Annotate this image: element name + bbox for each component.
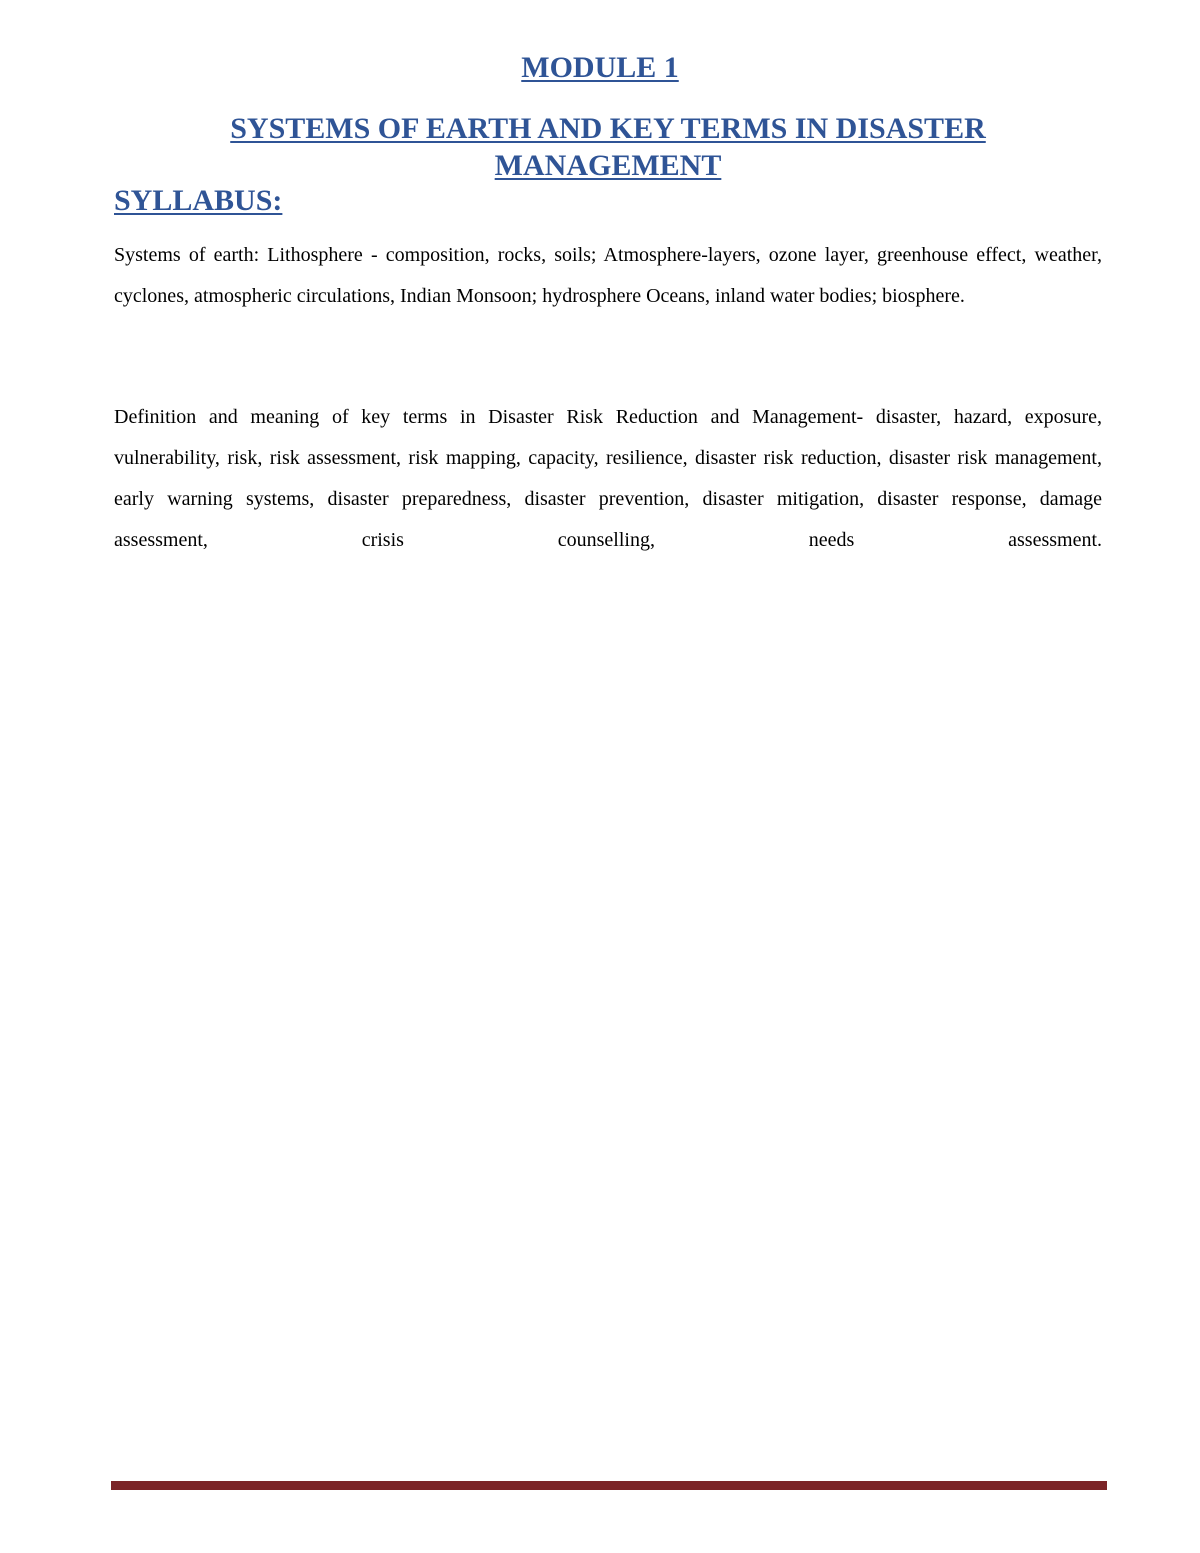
module-title: MODULE 1 <box>521 51 679 84</box>
syllabus-heading: SYLLABUS: <box>114 184 283 217</box>
syllabus-paragraph-systems-of-earth: Systems of earth: Lithosphere - composition, rocks, soils; Atmosphere-layers, ozone layer, greenhouse effect, weather, cyclones, atmospheric circulations, Indian Monsoon; hydrosphere Oceans, inland water bodies; biosphere. <box>114 244 1102 307</box>
syllabus-paragraph-key-terms: Definition and meaning of key terms in Disaster Risk Reduction and Management- disaster, hazard, exposure, vulnerability, risk, risk assessment, risk mapping, capacity, resilience, disaster risk reduction, disaster risk management, early warning systems, disaster preparedness, disaster prevention, disaster mitigation, disaster response, damage assessment, crisis counselling, needs assessment. <box>114 406 1102 551</box>
page-title: SYSTEMS OF EARTH AND KEY TERMS IN DISASTER MANAGEMENT <box>230 112 986 182</box>
footer-divider <box>111 1481 1107 1490</box>
